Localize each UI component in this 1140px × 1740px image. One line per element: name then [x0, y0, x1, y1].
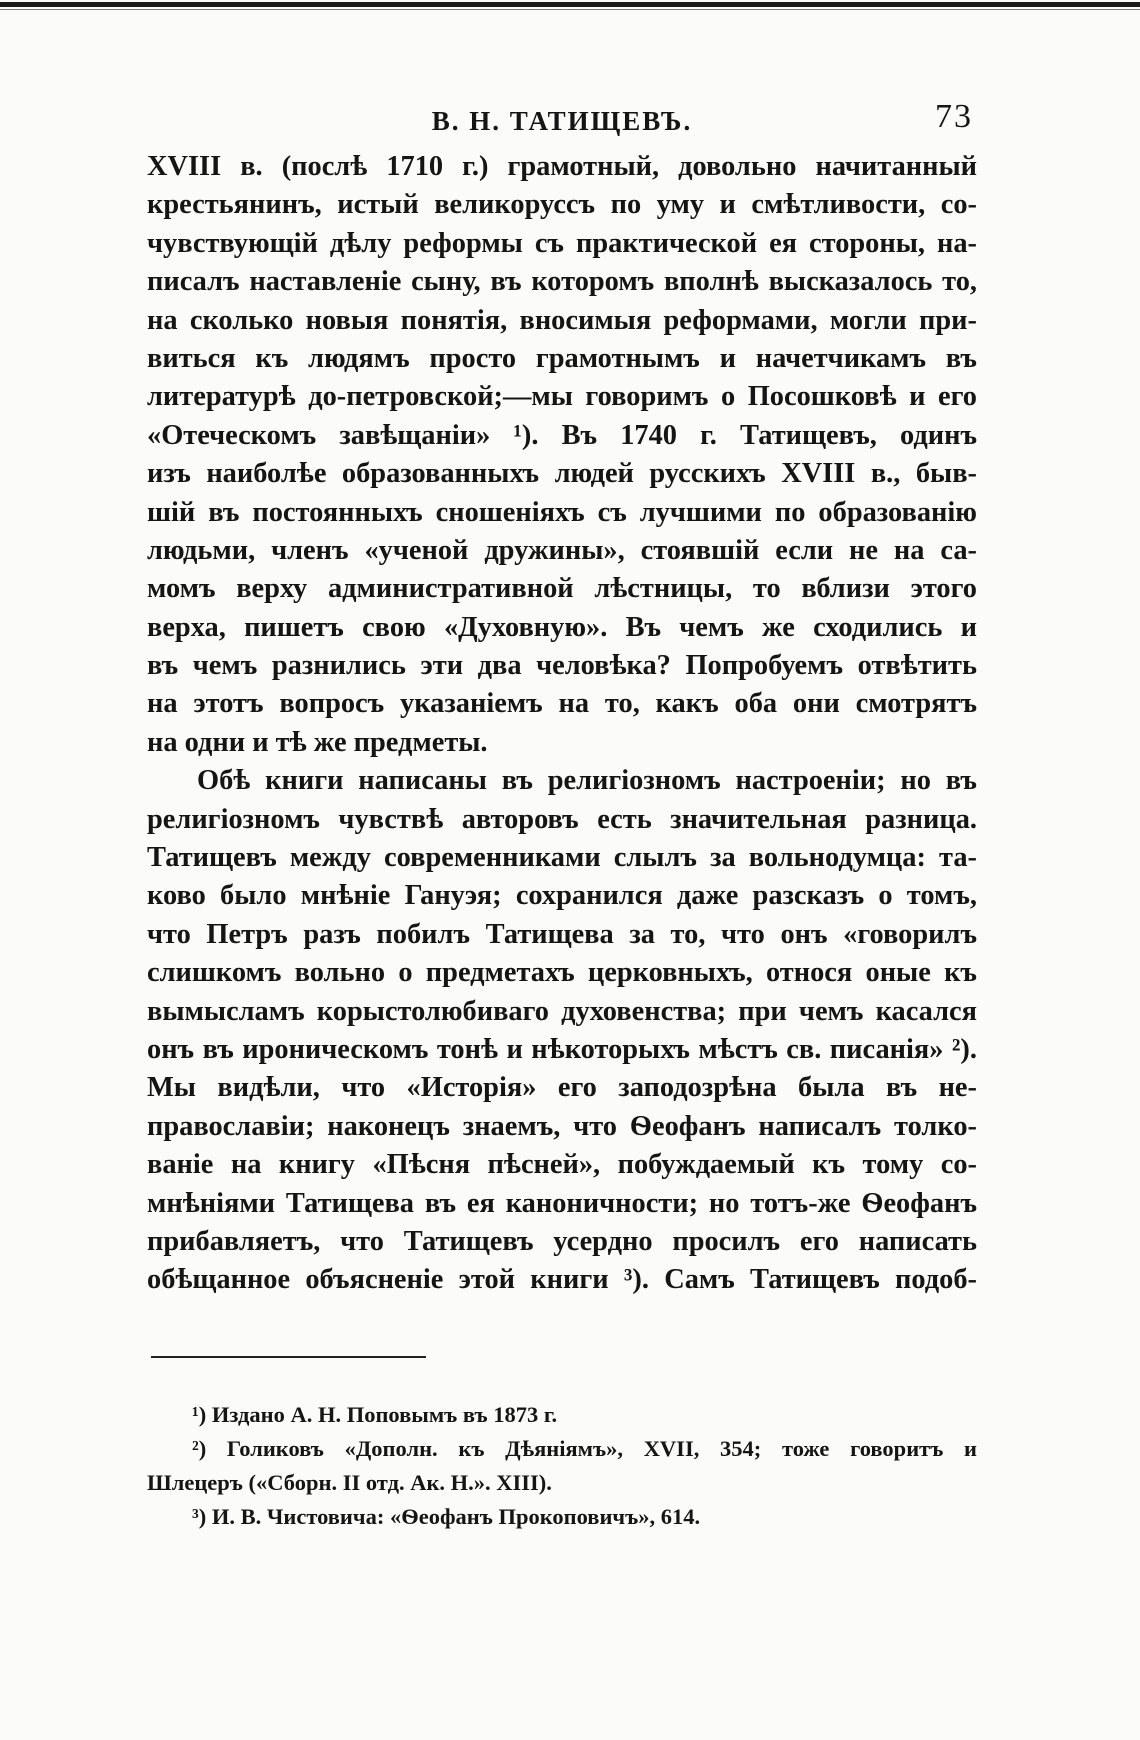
text-line: на сколько новыя понятія, вносимыя реформами, могли при-	[147, 304, 977, 336]
text-line: людьми, членъ «ученой дружины», стоявшій если не на са-	[147, 534, 977, 566]
text-line: слишкомъ вольно о предметахъ церковныхъ, относя оные къ	[147, 957, 977, 989]
text-line: чувствующій дѣлу реформы съ практической ея стороны, на-	[147, 227, 977, 259]
text-line: ваніе на книгу «Пѣсня пѣсней», побуждаемый къ тому со-	[147, 1149, 977, 1181]
top-border-rule	[0, 2, 1140, 7]
top-border-rule-thin	[0, 9, 1140, 10]
text-line: виться къ людямъ просто грамотнымъ и начетчикамъ въ	[147, 342, 977, 374]
text-line: православіи; наконецъ знаемъ, что Ѳеофанъ написалъ толко-	[147, 1110, 977, 1142]
text-line: XVIII в. (послѣ 1710 г.) грамотный, довольно начитанный	[147, 151, 977, 182]
text-line: Мы видѣли, что «Исторія» его заподозрѣна была въ не-	[147, 1072, 977, 1104]
text-line: на этотъ вопросъ указаніемъ на то, какъ оба они смотрятъ	[147, 688, 977, 720]
footnote-2-continued: Шлецеръ («Сборн. II отд. Ак. Н.». XIII).	[147, 1469, 552, 1495]
running-head: В. Н. ТАТИЩЕВЪ.	[431, 106, 693, 136]
text-line: «Отеческомъ завѣщаніи» ¹). Въ 1740 г. Татищевъ, одинъ	[147, 419, 977, 451]
text-line: что Петръ разъ побилъ Татищева за то, что онъ «говорилъ	[147, 918, 977, 950]
text-line: обѣщанное объясненіе этой книги ³). Самъ Татищевъ подоб-	[147, 1264, 977, 1296]
text-line: литературѣ до-петровской;—мы говоримъ о Посошковѣ и его	[147, 381, 977, 413]
text-line: изъ наиболѣе образованныхъ людей русскихъ XVIII в., быв-	[147, 458, 977, 490]
footnote-2: ²) Голиковъ «Дополн. къ Дѣяніямъ», XVII, 354; тоже говоритъ и	[192, 1435, 977, 1461]
text-line: момъ верху административной лѣстницы, то вблизи этого	[147, 573, 977, 605]
text-line: вымысламъ корыстолюбиваго духовенства; при чемъ касался	[147, 995, 977, 1027]
footnote-3: ³) И. В. Чистовича: «Ѳеофанъ Прокоповичъ», 614.	[192, 1503, 701, 1529]
text-line: онъ въ ироническомъ тонѣ и нѣкоторыхъ мѣстъ св. писанія» ²).	[147, 1033, 977, 1065]
paragraph-2	[147, 762, 977, 1299]
text-line: верха, пишетъ свою «Духовную». Въ чемъ же сходились и	[147, 611, 977, 643]
text-line: на одни и тѣ же предметы.	[147, 726, 488, 758]
text-line: крестьянинъ, истый великоруссъ по уму и смѣтливости, со-	[147, 189, 977, 221]
paragraph-1	[147, 148, 977, 762]
page-number: 73	[935, 98, 973, 135]
text-line: религіозномъ чувствѣ авторовъ есть значительная разница.	[147, 803, 977, 835]
footnote-1: ¹) Издано А. Н. Поповымъ въ 1873 г.	[192, 1401, 558, 1427]
footnotes	[147, 1398, 977, 1534]
body-text	[147, 148, 977, 1300]
footnote-separator	[151, 1356, 426, 1358]
page	[147, 98, 977, 1534]
page-header	[147, 98, 977, 148]
text-line: писалъ наставленіе сыну, въ которомъ вполнѣ высказалось то,	[147, 266, 977, 298]
text-line: въ чемъ разнились эти два человѣка? Попробуемъ отвѣтить	[147, 650, 977, 682]
text-line: прибавляетъ, что Татищевъ усердно просилъ его написать	[147, 1225, 977, 1257]
text-line: Татищевъ между современниками слылъ за вольнодумца: та-	[147, 842, 977, 874]
text-line: Обѣ книги написаны въ религіозномъ настроеніи; но въ	[197, 765, 977, 797]
text-line: ково было мнѣніе Гануэя; сохранился даже разсказъ о томъ,	[147, 880, 977, 912]
text-line: мнѣніями Татищева въ ея каноничности; но тотъ-же Ѳеофанъ	[147, 1187, 977, 1219]
text-line: шій въ постоянныхъ сношеніяхъ съ лучшими по образованію	[147, 496, 977, 528]
